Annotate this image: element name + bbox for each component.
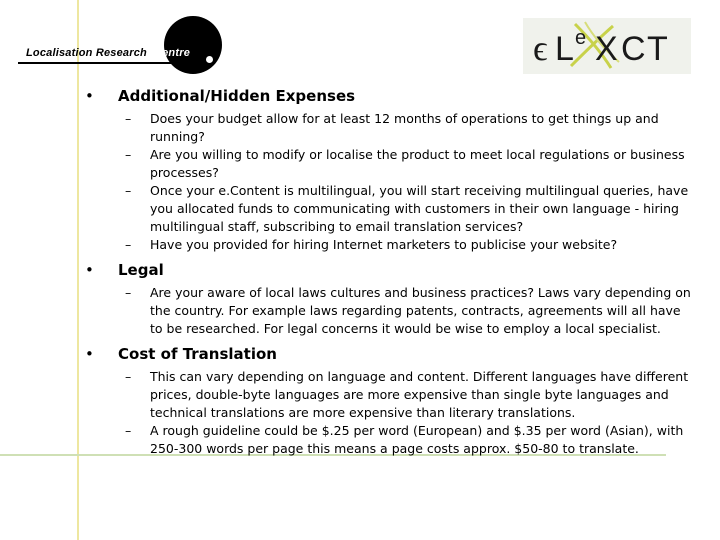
list-item (85, 182, 695, 236)
list-item (85, 236, 695, 254)
slide-content (85, 86, 695, 464)
elect-logo (523, 18, 691, 74)
logo-text (26, 47, 190, 59)
section-heading: Cost of Translation (118, 345, 277, 363)
dash-marker: – (125, 183, 132, 198)
section-heading: Legal (118, 261, 164, 279)
logo-circle (164, 16, 222, 74)
bullet-point: • (85, 261, 94, 279)
vertical-guide-line (77, 0, 79, 540)
dash-marker: – (125, 111, 132, 126)
dash-marker: – (125, 369, 132, 384)
list-item-text: This can vary depending on language and content. Different languages have different prices, double-byte languages are more expensive than single byte languages and technical translations are more expensive than literary translations. (150, 369, 689, 420)
svg-text:ϵ: ϵ (533, 28, 548, 68)
bullet-point: • (85, 345, 94, 363)
dash-marker: – (125, 423, 132, 438)
list-item-text: Once your e.Content is multilingual, you will start receiving multilingual queries, have you allocated funds to communicating with customers in their own language - hiring multilingual staff, subscribing to email translation services? (150, 183, 689, 234)
list-item (85, 284, 695, 338)
list-item (85, 110, 695, 146)
sub-list (85, 110, 695, 254)
elect-logo-graphic (523, 18, 691, 74)
sub-list (85, 368, 695, 458)
list-item-text: A rough guideline could be $.25 per word (European) and $.35 per word (Asian), with 250-300 words per page this means a page costs approx. $50-80 to translate. (150, 423, 684, 456)
sub-list (85, 284, 695, 338)
dash-marker: – (125, 237, 132, 252)
dash-marker: – (125, 285, 132, 300)
list-item (85, 422, 695, 458)
list-item-text: Does your budget allow for at least 12 months of operations to get things up and running? (150, 111, 659, 144)
section-heading: Additional/Hidden Expenses (118, 87, 356, 105)
localisation-research-centre-logo (18, 16, 208, 74)
dash-marker: – (125, 147, 132, 162)
logo-text-main: Localisation Research (26, 47, 147, 59)
section-cost-of-translation (85, 344, 695, 458)
logo-text-centre: Centre (153, 47, 191, 59)
svg-text:T: T (647, 30, 668, 68)
logo-underline (18, 62, 178, 64)
list-item-text: Are your aware of local laws cultures and business practices? Laws vary depending on the country. For example laws regarding patents, contracts, agreements will all have to be researched. For legal concerns it would be wise to employ a local specialist. (150, 285, 691, 336)
list-item (85, 146, 695, 182)
section-legal (85, 260, 695, 338)
svg-text:e: e (575, 27, 587, 49)
svg-text:L: L (555, 30, 574, 68)
list-item-text: Have you provided for hiring Internet marketers to publicise your website? (150, 237, 618, 252)
bullet-point: • (85, 87, 94, 105)
list-item-text: Are you willing to modify or localise the product to meet local regulations or business processes? (150, 147, 685, 180)
logo-dot (206, 56, 213, 63)
svg-text:X: X (595, 30, 618, 68)
svg-text:C: C (621, 30, 646, 68)
section-additional-hidden-expenses (85, 86, 695, 254)
list-item (85, 368, 695, 422)
